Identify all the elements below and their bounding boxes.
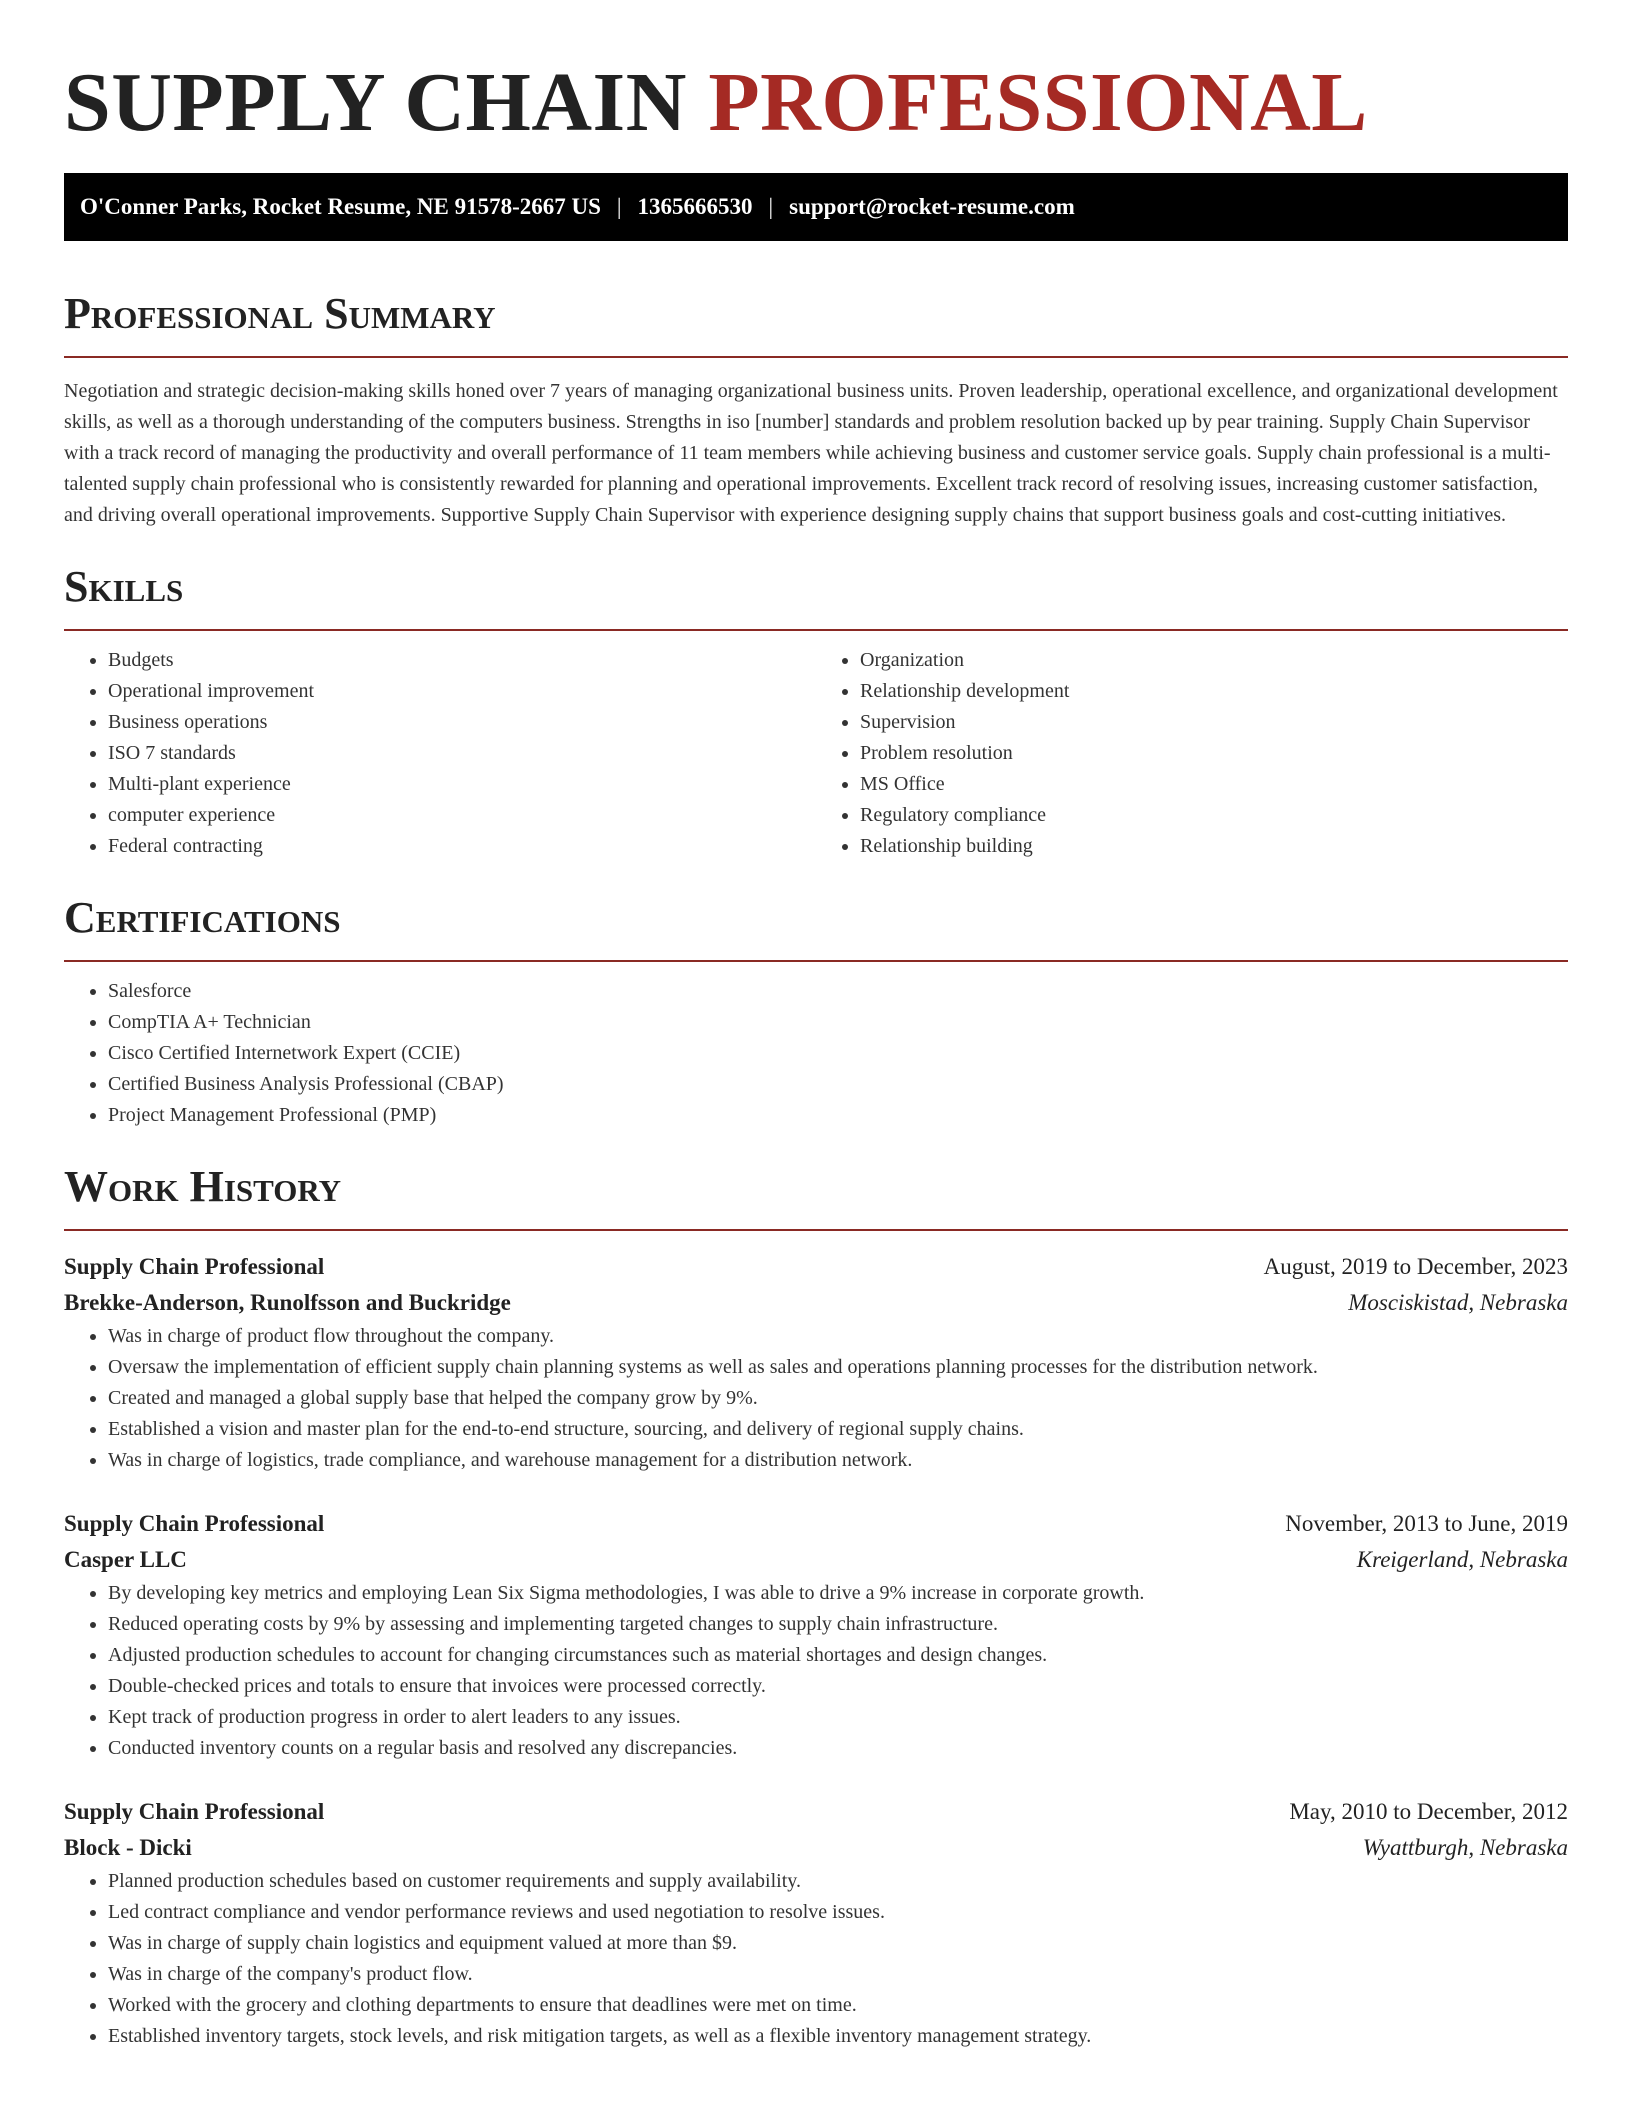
job-dates: August, 2019 to December, 2023 [1263, 1254, 1568, 1279]
skill-item: • Multi-plant experience [108, 769, 816, 800]
skills-list-left [64, 645, 816, 862]
certification-item: • Cisco Certified Internetwork Expert (CCIE) [108, 1038, 1568, 1069]
skill-item: • Relationship building [860, 831, 1568, 862]
section-divider [64, 356, 1568, 358]
job-bullet: • Conducted inventory counts on a regular basis and resolved any discrepancies. [108, 1733, 1568, 1764]
job-dates: November, 2013 to June, 2019 [1285, 1511, 1568, 1536]
skill-item: • Budgets [108, 645, 816, 676]
contact-address: O'Conner Parks, Rocket Resume, NE 91578-2667 US [80, 194, 601, 219]
skill-item: • Operational improvement [108, 676, 816, 707]
job-bullet: • Led contract compliance and vendor performance reviews and used negotiation to resolve issues. [108, 1897, 1568, 1928]
skills-title: Skills [64, 562, 184, 611]
job-bullet: • Established inventory targets, stock levels, and risk mitigation targets, as well as a flexible inventory management strategy. [108, 2021, 1568, 2052]
job-bullet: • Established a vision and master plan for the end-to-end structure, sourcing, and delivery of regional supply chains. [108, 1414, 1568, 1445]
job-bullet: • Planned production schedules based on customer requirements and supply availability. [108, 1866, 1568, 1897]
work-history-section [64, 1159, 1568, 2052]
job-location: Mosciskistad, Nebraska [1348, 1290, 1568, 1315]
contact-phone: 1365666530 [637, 194, 753, 219]
skill-item: • Problem resolution [860, 738, 1568, 769]
skills-list-right [816, 645, 1568, 862]
skill-item: • Organization [860, 645, 1568, 676]
job-bullet: • Was in charge of supply chain logistics and equipment valued at more than $9. [108, 1928, 1568, 1959]
certifications-list [64, 976, 1568, 1131]
contact-separator: | [616, 194, 622, 219]
job-dates: May, 2010 to December, 2012 [1289, 1799, 1568, 1824]
certifications-title: Certifications [64, 893, 341, 942]
name-part-2: PROFESSIONAL [708, 56, 1368, 149]
skill-item: • ISO 7 standards [108, 738, 816, 769]
job-bullet: • Was in charge of logistics, trade compliance, and warehouse management for a distribution network. [108, 1445, 1568, 1476]
job-bullet: • Reduced operating costs by 9% by assessing and implementing targeted changes to supply chain infrastructure. [108, 1609, 1568, 1640]
skills-section [64, 559, 1568, 862]
skill-item: • Supervision [860, 707, 1568, 738]
section-divider [64, 1229, 1568, 1231]
skill-item: • Business operations [108, 707, 816, 738]
certification-item: • Project Management Professional (PMP) [108, 1100, 1568, 1131]
summary-text: Negotiation and strategic decision-making skills honed over 7 years of managing organizational business units. Proven leadership, operational excellence, and organizational development skills, as well as a thorough understanding of the computers business. Strengths in iso [number] standards and problem resolution backed up by pear training. Supply Chain Supervisor with a track record of managing the productivity and overall performance of 11 team members while achieving business and customer service goals. Supply chain professional is a multi-talented supply chain professional who is consistently rewarded for planning and operational improvements. Excellent track record of resolving issues, increasing customer satisfaction, and driving overall operational improvements. Supportive Supply Chain Supervisor with experience designing supply chains that support business goals and cost-cutting initiatives. [64, 380, 1558, 526]
job-bullet: • Was in charge of product flow throughout the company. [108, 1321, 1568, 1352]
job-location: Kreigerland, Nebraska [1356, 1547, 1568, 1572]
skill-item: • Federal contracting [108, 831, 816, 862]
skill-item: • Regulatory compliance [860, 800, 1568, 831]
name-part-1: SUPPLY CHAIN [64, 56, 687, 149]
contact-separator: | [768, 194, 774, 219]
skill-item: • computer experience [108, 800, 816, 831]
job-bullets [64, 1321, 1568, 1476]
certification-item: • CompTIA A+ Technician [108, 1007, 1568, 1038]
summary-section [64, 286, 1568, 531]
job-title: Supply Chain Professional [64, 1799, 325, 1824]
job-company: Brekke-Anderson, Runolfsson and Buckridge [64, 1290, 511, 1315]
job-company: Casper LLC [64, 1547, 187, 1572]
skill-item: • MS Office [860, 769, 1568, 800]
job-title: Supply Chain Professional [64, 1254, 325, 1279]
section-divider [64, 629, 1568, 631]
certifications-section [64, 890, 1568, 1131]
job-entry [64, 1249, 1568, 1476]
job-bullet: • Kept track of production progress in order to alert leaders to any issues. [108, 1702, 1568, 1733]
resume-name [64, 50, 1568, 155]
job-company: Block - Dicki [64, 1835, 192, 1860]
work-history-title: Work History [64, 1162, 342, 1211]
skill-item: • Relationship development [860, 676, 1568, 707]
job-bullet: • Double-checked prices and totals to ensure that invoices were processed correctly. [108, 1671, 1568, 1702]
job-title: Supply Chain Professional [64, 1511, 325, 1536]
job-bullet: • Created and managed a global supply base that helped the company grow by 9%. [108, 1383, 1568, 1414]
job-bullets [64, 1578, 1568, 1764]
job-location: Wyattburgh, Nebraska [1362, 1835, 1568, 1860]
summary-title: Professional Summary [64, 289, 496, 338]
job-entry [64, 1794, 1568, 2052]
job-entry [64, 1506, 1568, 1764]
contact-bar [64, 173, 1568, 241]
section-divider [64, 960, 1568, 962]
job-bullet: • Adjusted production schedules to account for changing circumstances such as material shortages and design changes. [108, 1640, 1568, 1671]
certification-item: • Salesforce [108, 976, 1568, 1007]
certification-item: • Certified Business Analysis Professional (CBAP) [108, 1069, 1568, 1100]
job-bullet: • Worked with the grocery and clothing departments to ensure that deadlines were met on time. [108, 1990, 1568, 2021]
job-bullet: • By developing key metrics and employing Lean Six Sigma methodologies, I was able to drive a 9% increase in corporate growth. [108, 1578, 1568, 1609]
job-bullet: • Oversaw the implementation of efficient supply chain planning systems as well as sales and operations planning processes for the distribution network. [108, 1352, 1568, 1383]
job-bullets [64, 1866, 1568, 2052]
job-bullet: • Was in charge of the company's product flow. [108, 1959, 1568, 1990]
contact-email: support@rocket-resume.com [789, 194, 1075, 219]
